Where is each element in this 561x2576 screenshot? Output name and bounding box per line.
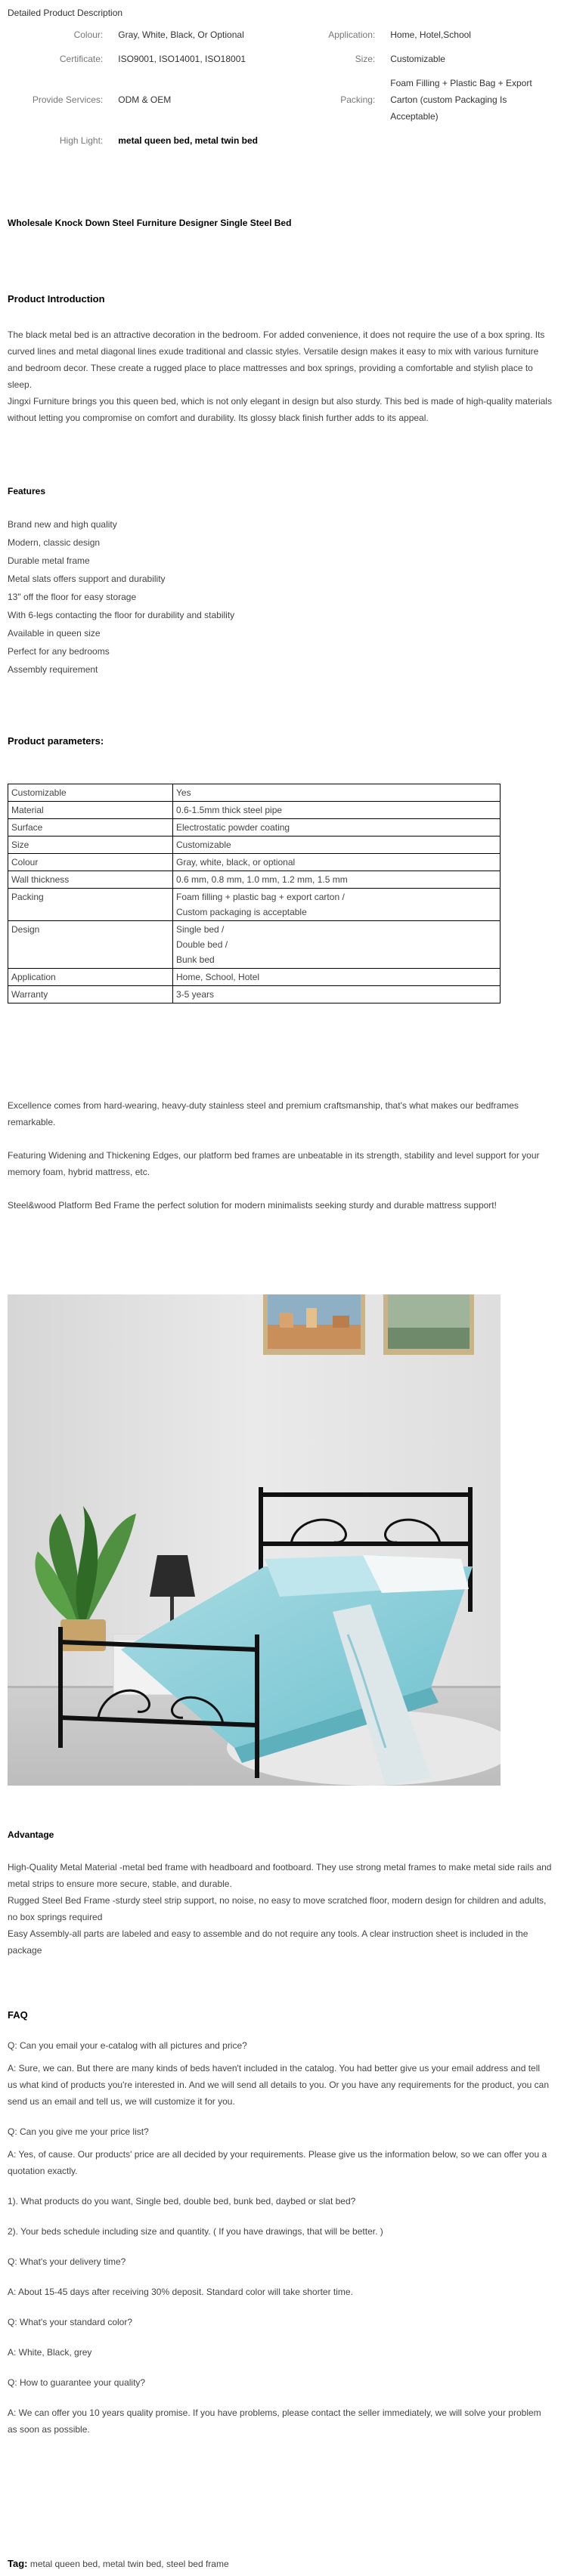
param-row — [8, 854, 501, 871]
faq-line: Q: Can you give me your price list? — [8, 2126, 149, 2137]
advantage-paragraph-2: Rugged Steel Bed Frame -sturdy steel strip support, no noise, no easy to move scratched floor, modern design for children and adults, no box springs required — [8, 1895, 547, 1922]
faq-block — [8, 2037, 552, 2438]
feature-item: Assembly requirement — [8, 664, 98, 675]
param-key: Application — [8, 969, 173, 986]
feature-item: Durable metal frame — [8, 555, 90, 566]
param-key: Size — [8, 837, 173, 854]
param-row — [8, 784, 501, 802]
high-light-value[interactable]: metal queen bed, metal twin bed — [118, 135, 258, 146]
tags-label: Tag: — [8, 2558, 28, 2569]
faq-line: A: Sure, we can. But there are many kinds of beds haven't included in the catalog. You had better give us your email address and tell us what kind of products you're interested in. And we will send all details to you. Or you have any requirements for the product, you can send us an email and tell us, we will customize it for you. — [8, 2063, 550, 2107]
param-value-line: Custom packaging is acceptable — [176, 907, 307, 917]
params-heading: Product parameters: — [8, 735, 104, 747]
param-value — [173, 802, 501, 819]
tags-row — [8, 2558, 229, 2569]
intro-heading: Product Introduction — [8, 293, 105, 305]
faq-line: Q: Can you email your e-catalog with all pictures and price? — [8, 2040, 247, 2051]
spec-label: Colour: — [73, 29, 104, 40]
spec-value: ODM & OEM — [118, 94, 172, 105]
feature-item: With 6-legs contacting the floor for durability and stability — [8, 610, 235, 620]
param-row — [8, 921, 501, 969]
spec-table — [8, 23, 552, 153]
wall-picture-1 — [263, 1294, 365, 1355]
param-value-line: Double bed / — [176, 939, 228, 950]
spec-row — [8, 23, 552, 47]
param-value — [173, 784, 501, 802]
product-title: Wholesale Knock Down Steel Furniture Designer Single Steel Bed — [8, 218, 292, 228]
param-row — [8, 871, 501, 889]
feature-item: Available in queen size — [8, 628, 101, 639]
advantage-heading: Advantage — [8, 1829, 54, 1840]
features-heading: Features — [8, 486, 46, 496]
param-row — [8, 986, 501, 1003]
faq-heading: FAQ — [8, 2009, 28, 2021]
tags-value[interactable]: metal queen bed, metal twin bed, steel bed frame — [29, 2559, 229, 2569]
spec-value: Gray, White, Black, Or Optional — [118, 29, 244, 40]
advantage-paragraph-1: High-Quality Metal Material -metal bed frame with headboard and footboard. They use strong metal frames to make metal side rails and metal strips to ensure more secure, stable, and durable. — [8, 1862, 552, 1889]
param-key: Design — [8, 921, 173, 969]
spec-row — [8, 71, 552, 128]
param-key: Material — [8, 802, 173, 819]
param-key: Customizable — [8, 784, 173, 802]
param-value-line: Home, School, Hotel — [176, 972, 260, 982]
param-value — [173, 889, 501, 921]
param-row — [8, 889, 501, 921]
param-value-line: 3-5 years — [176, 989, 215, 1000]
section-title: Detailed Product Description — [8, 8, 123, 18]
faq-line: A: White, Black, grey — [8, 2347, 92, 2358]
feature-item: Metal slats offers support and durability — [8, 574, 166, 584]
spec-label: Packing: — [340, 94, 376, 105]
product-photo — [8, 1294, 501, 1786]
feature-item: Perfect for any bedrooms — [8, 646, 110, 657]
spec-row — [8, 47, 552, 71]
faq-line: A: About 15-45 days after receiving 30% deposit. Standard color will take shorter time. — [8, 2287, 353, 2297]
param-value-line: 0.6-1.5mm thick steel pipe — [176, 805, 283, 815]
promo-paragraph-3: Steel&wood Platform Bed Frame the perfect solution for modern minimalists seeking sturdy and durable mattress support! — [8, 1200, 497, 1211]
param-key: Packing — [8, 889, 173, 921]
spec-value: ISO9001, ISO14001, ISO18001 — [118, 54, 246, 64]
feature-item: Brand new and high quality — [8, 519, 117, 530]
param-value — [173, 854, 501, 871]
spec-value: Home, Hotel,School — [390, 29, 471, 40]
param-value-line: Foam filling + plastic bag + export carton / — [176, 892, 345, 902]
faq-line: A: We can offer you 10 years quality promise. If you have problems, please contact the seller immediately, we will solve your problem as soon as possible. — [8, 2407, 541, 2435]
param-value — [173, 986, 501, 1003]
intro-paragraph-2: Jingxi Furniture brings you this queen bed, which is not only elegant in design but also sturdy. This bed is made of high-quality materials without letting you compromise on comfort and durability. Its glossy black finish further adds to its appeal. — [8, 396, 552, 423]
param-row — [8, 802, 501, 819]
faq-line: 2). Your beds schedule including size and quantity. ( If you have drawings, that will be better. ) — [8, 2226, 383, 2237]
faq-line: Q: What's your standard color? — [8, 2317, 133, 2327]
param-value-line: Customizable — [176, 840, 231, 850]
advantage-paragraph-3: Easy Assembly-all parts are labeled and easy to assemble and do not require any tools. A clear instruction sheet is included in the package — [8, 1928, 528, 1956]
high-light-row — [8, 128, 552, 153]
param-value — [173, 837, 501, 854]
param-value-line: Bunk bed — [176, 954, 215, 965]
param-value — [173, 871, 501, 889]
high-light-label: High Light: — [59, 135, 104, 146]
spec-label: Certificate: — [59, 54, 104, 64]
param-value-line: Yes — [176, 787, 191, 798]
feature-item: Modern, classic design — [8, 537, 101, 548]
faq-line: A: Yes, of cause. Our products' price are all decided by your requirements. Please give us the information below, so we can offer you a quotation exactly. — [8, 2149, 547, 2176]
intro-paragraph-1: The black metal bed is an attractive decoration in the bedroom. For added convenience, it does not require the use of a box spring. Its curved lines and metal diagonal lines exude traditional and classic styles. Versatile design makes it easy to mix with various furniture and bedroom decor. These create a rugged place to place mattresses and box springs, providing a comfortable and stylish place to sleep. — [8, 329, 545, 390]
param-value — [173, 819, 501, 837]
wall-picture-2 — [383, 1294, 474, 1355]
faq-line: Q: What's your delivery time? — [8, 2256, 126, 2267]
spec-value: Customizable — [390, 54, 445, 64]
param-row — [8, 819, 501, 837]
param-value-line: Electrostatic powder coating — [176, 822, 290, 833]
param-key: Surface — [8, 819, 173, 837]
param-value-line: 0.6 mm, 0.8 mm, 1.0 mm, 1.2 mm, 1.5 mm — [176, 874, 348, 885]
param-row — [8, 969, 501, 986]
features-list — [8, 515, 552, 679]
param-key: Colour — [8, 854, 173, 871]
spec-label: Size: — [355, 54, 376, 64]
param-value — [173, 969, 501, 986]
param-value-line: Gray, white, black, or optional — [176, 857, 296, 867]
feature-item: 13" off the floor for easy storage — [8, 592, 137, 602]
spec-label: Application: — [328, 29, 376, 40]
promo-paragraph-1: Excellence comes from hard-wearing, heavy-duty stainless steel and premium craftsmanship, that's what makes our bedframes remarkable. — [8, 1100, 519, 1127]
promo-paragraph-2: Featuring Widening and Thickening Edges, our platform bed frames are unbeatable in its strength, stability and level support for your memory foam, hybrid mattress, etc. — [8, 1150, 540, 1177]
faq-line: Q: How to guarantee your quality? — [8, 2377, 146, 2388]
params-table — [8, 784, 501, 1003]
faq-line: 1). What products do you want, Single bed, double bed, bunk bed, daybed or slat bed? — [8, 2196, 356, 2206]
param-row — [8, 837, 501, 854]
spec-value: Foam Filling + Plastic Bag + Export Carton (custom Packaging Is Acceptable) — [390, 78, 532, 122]
param-value — [173, 921, 501, 969]
param-value-line: Single bed / — [176, 924, 225, 935]
param-key: Wall thickness — [8, 871, 173, 889]
param-key: Warranty — [8, 986, 173, 1003]
spec-label: Provide Services: — [32, 94, 104, 105]
